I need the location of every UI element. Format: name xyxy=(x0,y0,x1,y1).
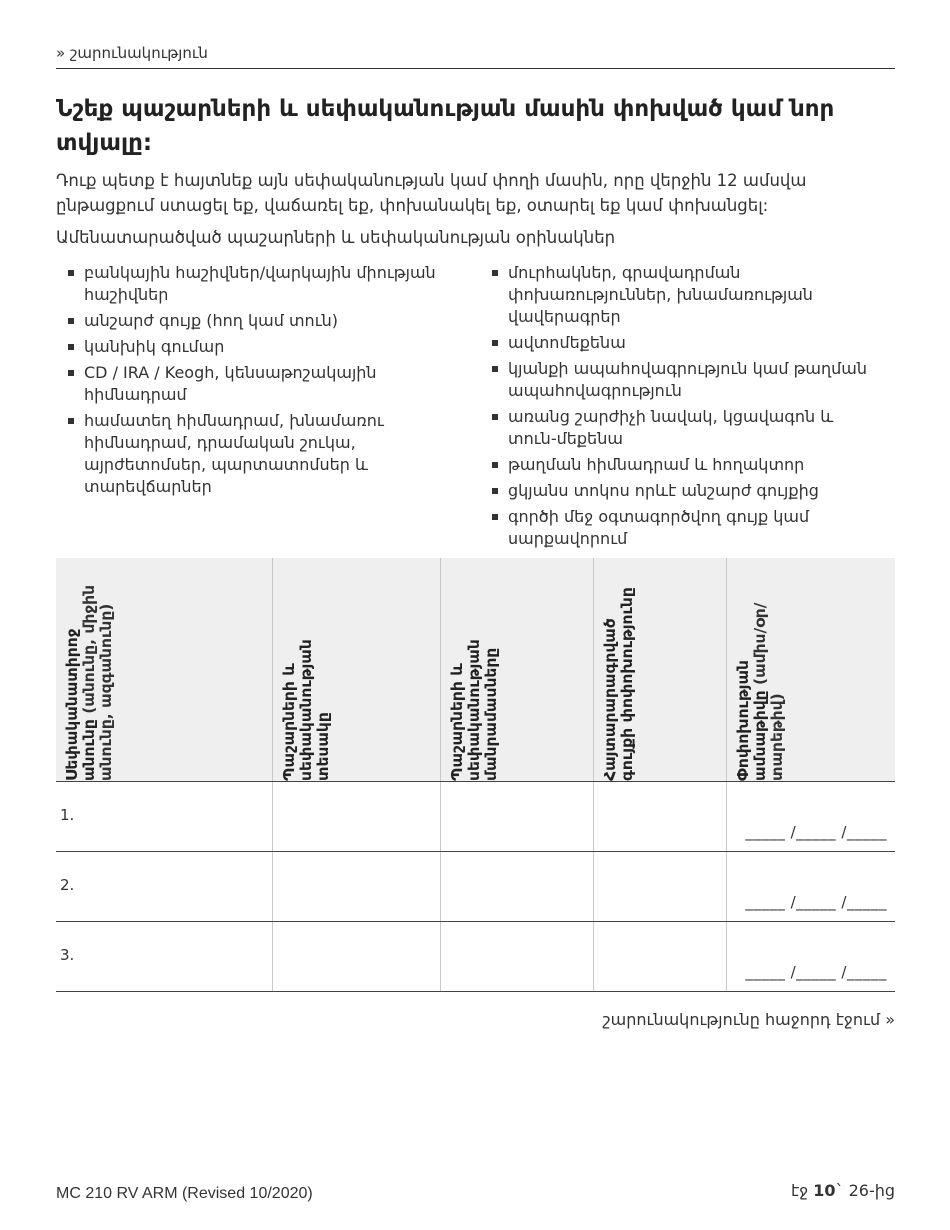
row-number: 3. xyxy=(60,946,75,964)
examples-list-right xyxy=(492,262,872,554)
list-item: կանխիկ գումար xyxy=(68,336,478,358)
list-item: CD / IRA / Keogh, կենսաթոշակային հիմնադրամ xyxy=(68,362,478,406)
assets-change-table xyxy=(56,558,895,992)
section-title: Նշեք պաշարների և սեփականության մասին փոխված կամ նոր տվյալը: xyxy=(56,96,835,156)
page-current: 10 xyxy=(813,1181,836,1200)
table-header-row xyxy=(56,558,895,782)
asset-type-cell[interactable] xyxy=(272,922,440,992)
header-owner-name-bold: Սեփականատիրոջ անունը xyxy=(63,628,98,781)
header-rule xyxy=(56,68,895,69)
table-row xyxy=(56,922,895,992)
owner-name-cell[interactable] xyxy=(56,922,272,992)
list-item: համատեղ հիմնադրամ, խնամառու հիմնադրամ, դրամական շուկա, այրժետոմսեր, պարտատոմսեր և տարեվճարներ xyxy=(68,410,478,498)
asset-type-cell[interactable] xyxy=(272,852,440,922)
date-blanks: _____ /_____ /_____ xyxy=(745,893,887,911)
table-row xyxy=(56,852,895,922)
list-item: բանկային հաշիվներ/վարկային միության հաշիվներ xyxy=(68,262,478,306)
asset-details-cell[interactable] xyxy=(440,782,593,852)
row-number: 2. xyxy=(60,876,75,894)
continued-next-page: շարունակությունը հաջորդ էջում » xyxy=(602,1010,895,1029)
declared-change-cell[interactable] xyxy=(593,852,726,922)
examples-heading: Ամենատարածված պաշարների և սեփականության օրինակներ xyxy=(56,228,616,247)
owner-name-cell[interactable] xyxy=(56,782,272,852)
change-date-cell[interactable] xyxy=(726,852,895,922)
page-number xyxy=(791,1181,895,1200)
page-prefix: էջ xyxy=(790,1181,814,1200)
header-asset-type-bold: Պաշարների և սեփականության տեսակը xyxy=(279,639,332,781)
asset-details-cell[interactable] xyxy=(440,922,593,992)
declared-change-cell[interactable] xyxy=(593,782,726,852)
continuation-label: » շարունակություն xyxy=(56,44,208,62)
header-change-date-bold: Փոփոխության ամսաթիվը xyxy=(733,660,769,781)
form-identifier: MC 210 RV ARM (Revised 10/2020) xyxy=(56,1185,313,1202)
change-date-cell[interactable] xyxy=(726,922,895,992)
date-blanks: _____ /_____ /_____ xyxy=(745,823,887,841)
header-change-date-note: (ամիս/օր/տարեթիվ) xyxy=(750,602,786,781)
row-number: 1. xyxy=(60,806,75,824)
header-owner-name xyxy=(56,558,272,782)
asset-details-cell[interactable] xyxy=(440,852,593,922)
page-suffix: ` 26-ից xyxy=(835,1181,895,1200)
header-asset-type xyxy=(272,558,440,782)
table-row xyxy=(56,782,895,852)
declared-change-cell[interactable] xyxy=(593,922,726,992)
owner-name-cell[interactable] xyxy=(56,852,272,922)
list-item: ավտոմեքենա xyxy=(492,332,872,354)
examples-list-left xyxy=(68,262,478,502)
header-asset-details-bold: Պաշարների և սեփականության մանրամասները xyxy=(447,639,500,781)
header-declared-change xyxy=(593,558,726,782)
list-item: գործի մեջ օգտագործվող գույք կամ սարքավորում xyxy=(492,506,872,550)
change-date-cell[interactable] xyxy=(726,782,895,852)
list-item: թաղման հիմնադրամ և հողակտոր xyxy=(492,454,872,476)
list-item: ցկյանս տոկոս որևէ անշարժ գույքից xyxy=(492,480,872,502)
list-item: մուրհակներ, գրավադրման փոխառություններ, խնամառության վավերագրեր xyxy=(492,262,872,328)
list-item: անշարժ գույք (հող կամ տուն) xyxy=(68,310,478,332)
header-owner-name-note: (անունը, միջին անունը, ազգանունը) xyxy=(80,584,115,781)
date-blanks: _____ /_____ /_____ xyxy=(745,963,887,981)
header-declared-change-bold: Հայտարարագրված գույքի փոփոխությունը xyxy=(600,587,636,781)
header-change-date xyxy=(726,558,895,782)
section-intro: Դուք պետք է հայտնեք այն սեփականության կամ փողի մասին, որը վերջին 12 ամսվա ընթացքում ստացել եք, վաճառել եք, փոխանակել եք, օտարել եք կամ փոխանցել: xyxy=(56,171,807,215)
header-asset-details xyxy=(440,558,593,782)
list-item: կյանքի ապահովագրություն կամ թաղման ապահովագրություն xyxy=(492,358,872,402)
list-item: առանց շարժիչի նավակ, կցավագոն և տուն-մեքենա xyxy=(492,406,872,450)
asset-type-cell[interactable] xyxy=(272,782,440,852)
